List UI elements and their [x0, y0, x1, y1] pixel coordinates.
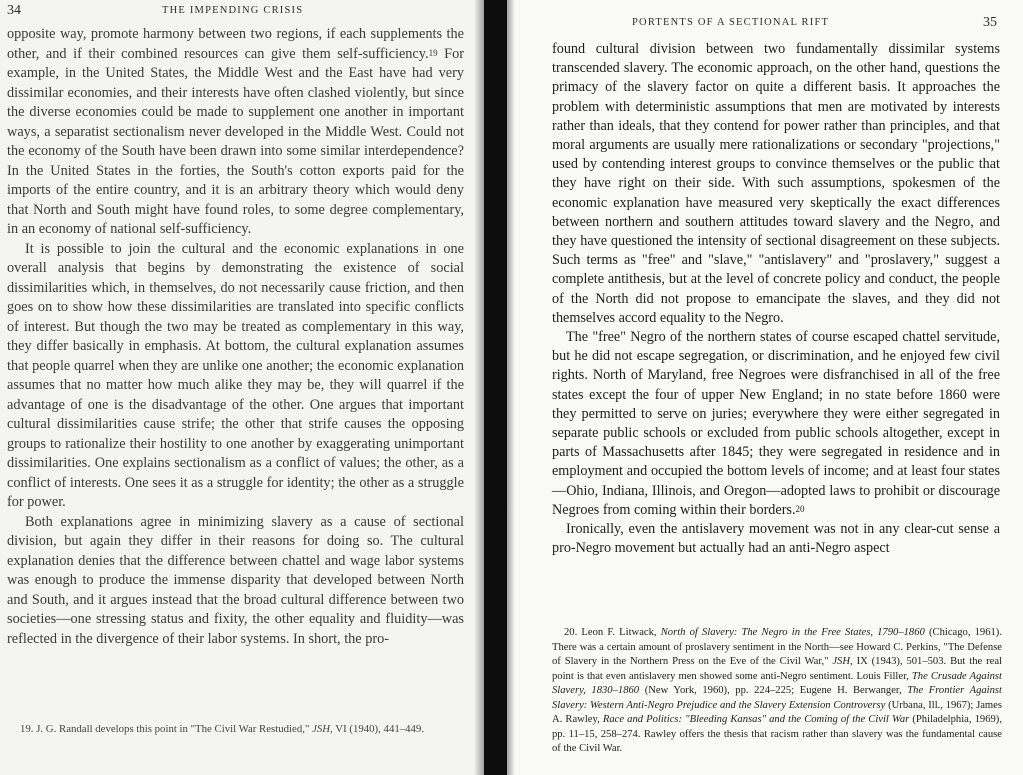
paragraph: Both explanations agree in minimizing slavery as a cause of sectional division, but again they differ in their reasons for doing so. The cultural explanation denies that the difference between chattel and wage labor systems was enough to produce the immense disparity that developed between North and South, and it argues instead that the broad cultural difference between two societies—one stressing status and fixity, the other equality and fluidity—was reflected in the divergence of their labor systems. In short, the pro- — [7, 513, 464, 647]
footnote: 19. J. G. Randall develops this point in "The Civil War Restudied," JSH, VI (1940), 441–449. — [20, 723, 425, 735]
footnote: 20. Leon F. Litwack, North of Slavery: The Negro in the Free States, 1790–1860 (Chicago, 1961). There was a certain amount of proslavery sentiment in the North—see Howard C. Perkins, "The Defense of Slavery in the Northern Press on the Eve of the Civil War," JSH, IX (1943), 501–503. But the real point is that even antislavery men showed some anti-Negro sentiment. Louis Filler, The Crusade Against Slavery, 1830–1860 (New York, 1960), pp. 224–225; Eugene H. Berwanger, The Frontier Against Slavery: Western Anti-Negro Prejudice and the Slavery Extension Controversy (Urbana, Ill., 1967); James A. Rawley, Race and Politics: "Bleeding Kansas" and the Coming of the Civil War (Philadelphia, 1969), pp. 11–15, 258–274. Rawley offers the thesis that racism rather than slavery was the fundamental cause of the Civil War. — [552, 627, 1002, 754]
left-page — [0, 0, 484, 775]
footnote-ref: 20 — [795, 503, 805, 514]
paragraph: Ironically, even the antislavery movement was not in any clear-cut sense a pro-Negro movement but actually had an anti-Negro aspect — [552, 521, 1000, 557]
body-text — [7, 25, 464, 649]
page-shadow — [474, 0, 484, 775]
paragraph: found cultural division between two fundamentally dissimilar systems transcended slavery. The economic approach, on the other hand, questions the primacy of the slavery factor on quite a different basis. It approaches the problem with deterministic assumptions that men are motivated by interests rather than ideals, that they contend for power rather than principles, and that moral arguments are usually mere rationalizations or secondary "projections," used by contending interest groups to convince themselves or the public that they have right on their side. With such assumptions, spokesmen of the economic explanation have measured very skeptically the exact differences between northern and southern attitudes toward slavery and the Negro, and they have questioned the intensity of sectional disagreement on these subjects. Such terms as "free" and "slave," "antislavery" and "proslavery," suggest a complete antithesis, but at the level of concrete policy and conduct, the people of the North did not propose to emancipate the slaves, and they did not themselves accord equality to the Negro. — [552, 41, 1000, 326]
right-page — [507, 0, 1023, 775]
page-number: 34 — [7, 3, 21, 18]
page-shadow — [507, 0, 515, 775]
book-gutter — [484, 0, 507, 775]
page-number: 35 — [983, 15, 997, 30]
running-head: THE IMPENDING CRISIS — [162, 5, 304, 16]
paragraph: The "free" Negro of the northern states of course escaped chattel servitude, but he did not escape segregation, or discrimination, and he enjoyed few civil rights. North of Maryland, free Negroes were disfranchised in all of the free states except the four of upper New England; in no state before 1860 were they permitted to serve on juries; everywhere they were either segregated in separate public schools or excluded from public schools altogether, except in parts of Massachusetts after 1845; they were segregated in residence and in employment and occupied the bottom levels of income; and at least four states—Ohio, Indiana, Illinois, and Oregon—adopted laws to prohibit or discourage Negroes from coming within their borders.$^{20}$ — [552, 329, 1000, 518]
running-head: PORTENTS OF A SECTIONAL RIFT — [632, 17, 830, 28]
paragraph: It is possible to join the cultural and the economic explanations in one overall analysis that begins by demonstrating the existence of social dissimilarities which, in themselves, do not necessarily cause friction, and then goes on to show how these dissimilarities are translated into specific conflicts of interest. But though the two may be treated as complementary in this way, they differ basically in emphasis. At bottom, the cultural explanation assumes that people quarrel when they are unlike one another; the economic explanation assumes that no matter how much alike they may be, they will quarrel if the advantage of one is the disadvantage of the other. One argues that important cultural dissimilarities cause strife; the other that strife causes the opposing groups to rationalize their hostility to one another by exaggerating unimportant dissimilarities. One explains sectionalism as a conflict of values; the other, as a conflict of interests. One sees it as a struggle for identity; the other as a struggle for power. — [7, 240, 464, 510]
paragraph: opposite way, promote harmony between two regions, if each supplements the other, and if their combined resources can give them self-sufficiency.$^{19}$ For example, in the United States, the Middle West and the East have had very dissimilar economies, and their interests have often clashed violently, but since the diverse economies could be made to supplement one another in important ways, a separatist sectionalism never developed in the Middle West. Could not the economy of the South have been drawn into some similar interdependence? In the United States in the forties, the South's cotton exports paid for the imports of the entire country, and it is an arbitrary theory which would deny that North and South might have found roles, to some degree complementary, in an economy of national self-sufficiency. — [7, 26, 464, 237]
body-text — [552, 40, 1000, 558]
footnote-ref: 19 — [428, 47, 438, 58]
